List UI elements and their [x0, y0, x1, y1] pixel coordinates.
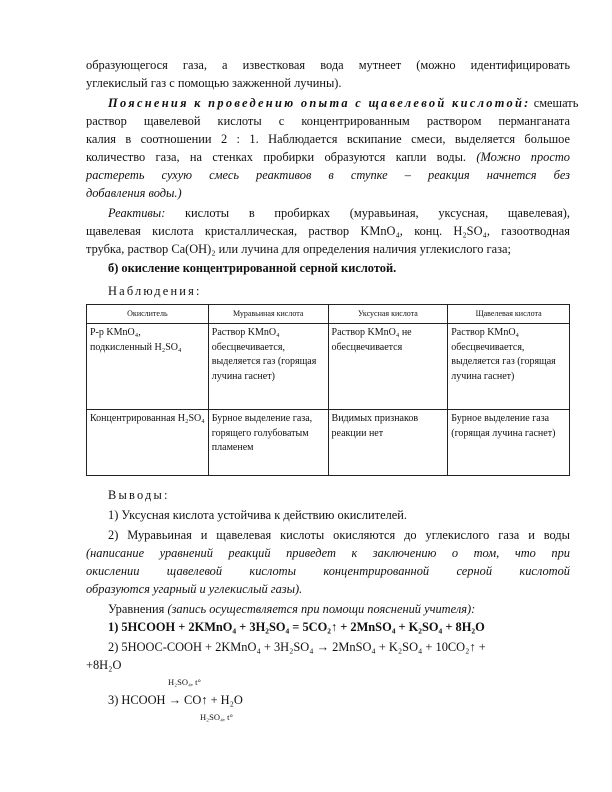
equation-2b: +8H₂O — [86, 658, 122, 672]
observations-table — [86, 304, 570, 476]
explanation-line-4 — [86, 150, 570, 165]
equations-intro — [108, 602, 570, 617]
table-row — [87, 324, 570, 410]
intro-line-1: образующегося газа, а известковая вода мутнеет (можно идентифицировать — [86, 58, 570, 72]
reagents-line-1 — [108, 206, 570, 221]
column-header: Уксусная кислота — [328, 305, 448, 324]
equation-2a: 2) 5HOOC-COOH + 2KMnO₄ + 3H₂SO₄ → 2MnSO₄ + K₂SO₄ + 10CO₂↑ + — [108, 640, 486, 654]
table-cell: Концентрированная H₂SO₄ — [87, 410, 209, 476]
table-cell: Бурное выделение газа, горящего голубоватым пламенем — [208, 410, 328, 476]
equation-condition-2: H₂SO₄, t° — [200, 712, 233, 722]
table-cell: Р-р KMnO₄, подкисленный H₂SO₄ — [87, 324, 209, 410]
explanation-line-2: раствор щавелевой кислоты с концентрированным раствором перманганата — [86, 114, 570, 128]
table-cell: Раствор KMnO₄ обесцвечивается, выделяется газ (горящая лучина гаснет) — [208, 324, 328, 410]
table-cell: Раствор KMnO₄ не обесцвечивается — [328, 324, 448, 410]
equation-condition-1: H₂SO₄, t° — [168, 677, 201, 687]
reagents-b-item: б) окисление концентрированной серной кислотой. — [108, 261, 397, 275]
conclusions-heading: Выводы: — [108, 488, 170, 502]
reagents-label: Реактивы: — [108, 206, 166, 220]
explanation-heading: Пояснения к проведению опыта с щавелевой кислотой: — [108, 96, 531, 110]
explanation-line-6: добавления воды.) — [86, 186, 182, 200]
conclusion-5: образуются угарный и углекислый газы). — [86, 582, 303, 596]
explanation-l1-tail: смешать — [533, 96, 579, 110]
conclusion-3: (написание уравнений реакций приведет к заключению о том, что при — [86, 546, 570, 560]
explanation-line-3: калия в соотношении 2 : 1. Наблюдается вскипание смеси, выделяется большое — [86, 132, 570, 146]
equation-1: 1) 5HCOOH + 2KMnO₄ + 3H₂SO₄ = 5CO₂↑ + 2MnSO₄ + K₂SO₄ + 8H₂O — [108, 620, 485, 634]
conclusion-1: 1) Уксусная кислота устойчива к действию окислителей. — [108, 508, 408, 522]
column-header: Окислитель — [87, 305, 209, 324]
equations-note: (запись осуществляется при помощи пояснений учителя): — [167, 602, 476, 616]
equation-3: 3) HCOOH → CO↑ + H₂O — [108, 693, 243, 707]
table-cell: Бурное выделение газа (горящая лучина гаснет) — [448, 410, 570, 476]
table-cell: Раствор KMnO₄ обесцвечивается, выделяется газ (горящая лучина гаснет) — [448, 324, 570, 410]
column-header: Щавелевая кислота — [448, 305, 570, 324]
table-header-row — [87, 305, 570, 324]
explanation-l4-italic: (Можно просто — [476, 150, 570, 164]
explanation-line-5: растереть сухую смесь реактивов в ступке – реакция начнется без — [86, 168, 570, 182]
reagents-l1-tail: кислоты в пробирках (муравьиная, уксусная, щавелевая), — [185, 206, 571, 220]
explanation-line-1 — [108, 96, 579, 111]
conclusion-4: окислении щавелевой кислоты концентрированной серной кислотой — [86, 564, 570, 578]
reagents-line-2: щавелевая кислота кристаллическая, раствор KMnO₄, конц. H₂SO₄, газоотводная — [86, 224, 570, 238]
intro-line-2: углекислый газ с помощью зажженной лучины). — [86, 76, 342, 90]
reagents-line-3: трубка, раствор Ca(OH)₂ или лучина для определения наличия углекислого газа; — [86, 242, 511, 256]
observations-heading: Наблюдения: — [108, 284, 202, 298]
conclusion-2: 2) Муравьиная и щавелевая кислоты окисляются до углекислого газа и воды — [108, 528, 570, 542]
column-header: Муравьиная кислота — [208, 305, 328, 324]
explanation-l4-plain: количество газа, на стенках пробирки образуются капли воды. — [86, 150, 467, 164]
table-row — [87, 410, 570, 476]
equations-label: Уравнения — [108, 602, 165, 616]
table-cell: Видимых признаков реакции нет — [328, 410, 448, 476]
